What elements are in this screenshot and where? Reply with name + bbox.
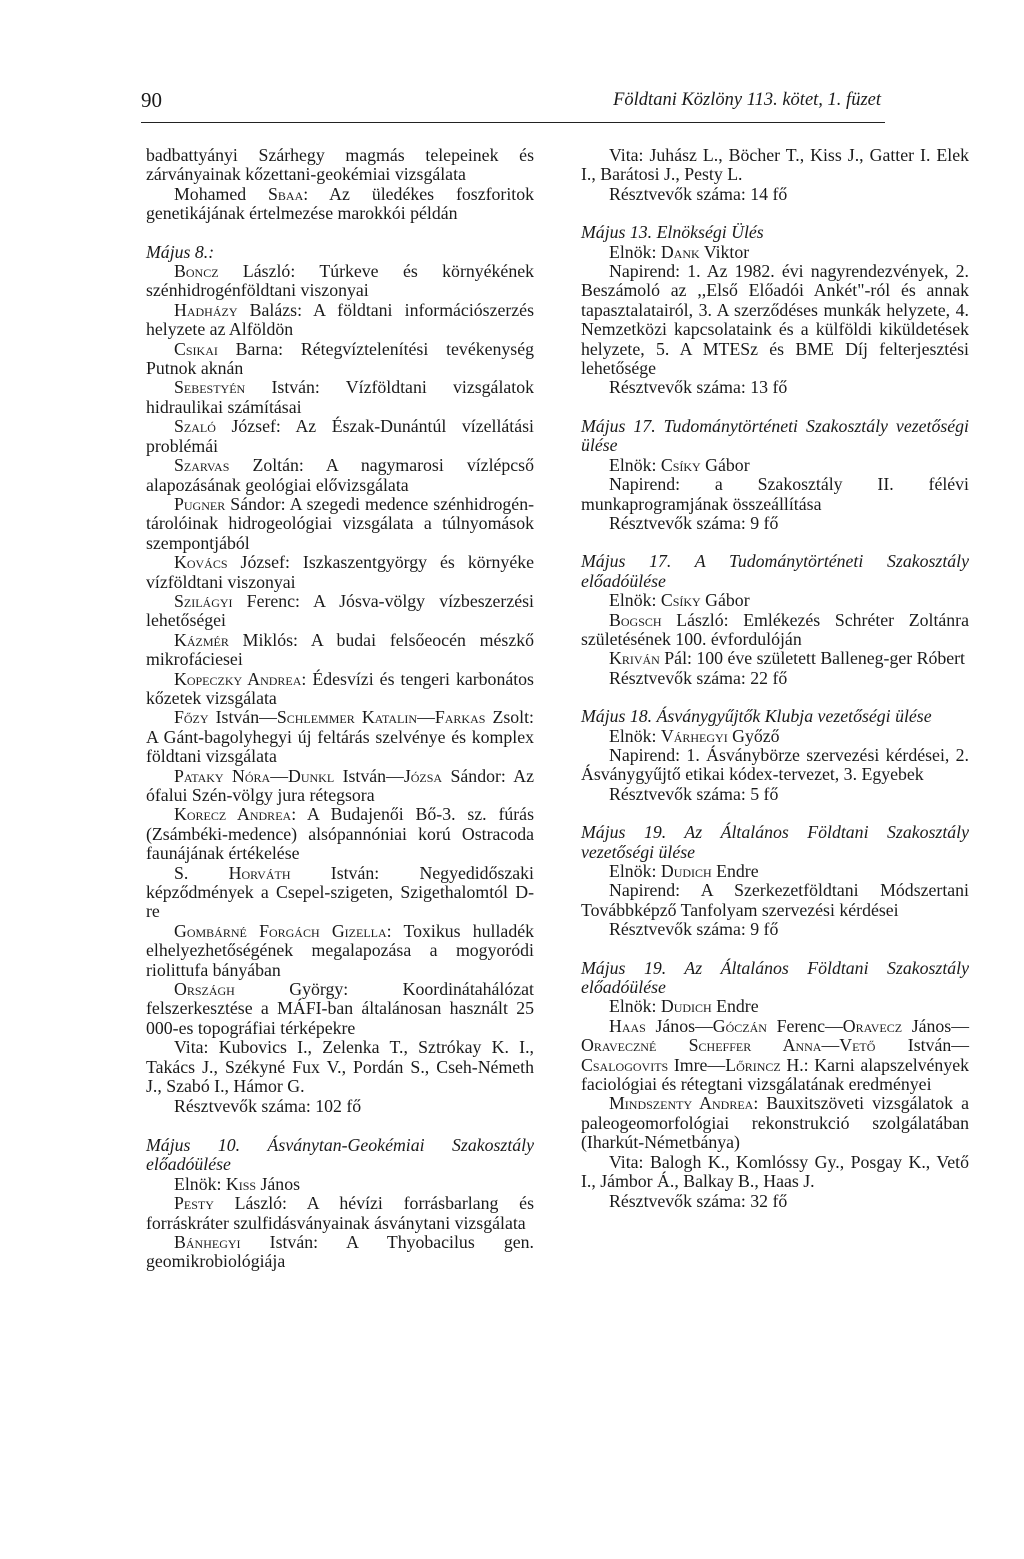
talk-entry: Korecz Andrea: A Budajenői Bő-3. sz. fúrás (Zsámbéki-medence) alsópannóniai korú Ostracoda faunájának értékelése <box>146 804 534 864</box>
talk-entry: Szarvas Zoltán: A nagymarosi vízlépcső alapozásának geológiai elővizsgálata <box>146 455 534 495</box>
author-name: Pataky Nóra <box>174 765 271 786</box>
author-name: Korecz Andrea <box>174 804 292 825</box>
agenda-line: Napirend: A Szerkezetföldtani Módszertani Továbbképző Tanfolyam szervezési kérdései <box>581 880 969 920</box>
running-header <box>141 88 885 123</box>
author-name: Kiss <box>225 1173 257 1194</box>
talk-entry: Bánhegyi István: A Thyobacilus gen. geomikrobiológiája <box>146 1231 534 1272</box>
talk-entry: Főzy István—Schlemmer Katalin—Farkas Zsolt: A Gánt-bagolyhegyi új feltárás szelvénye és komplex földtani vizsgálata <box>146 707 534 767</box>
talk-entry: Haas János—Góczán Ferenc—Oravecz János—Oraveczné Scheffer Anna—Vető István—Csalogovits Imre—Lőrincz H.: Karni alapszelvények faciológiai és rétegtani vizsgálatának eredményei <box>581 1015 970 1095</box>
author-name: Kovács <box>174 552 228 573</box>
author-name: Kriván <box>609 648 660 669</box>
talk-entry: Pugner Sándor: A szegedi medence szénhidrogén-tárolóinak hidrogeológiai vizsgálata a túlnyomások szempontjából <box>146 493 534 553</box>
agenda-line: Napirend: 1. Ásványbörze szervezési kérdései, 2. Ásványgyűjtő etikai kódex-tervezet, 3. Egyebek <box>581 744 969 785</box>
author-name: Gombárné Forgách Gizella <box>174 920 387 941</box>
author-name: Dudich <box>660 996 712 1017</box>
talk-entry: Csikai Barna: Rétegvíztelenítési tevékenység Putnok aknán <box>146 338 534 379</box>
author-name: Horváth <box>228 862 291 883</box>
session-heading: Május 8.: <box>146 241 215 262</box>
author-name: Oraveczné Scheffer Anna <box>581 1035 822 1056</box>
talk-entry: S. Horváth István: Negyedidőszaki képződmények a Csepel-szigeten, Szigethalomtól D-re <box>146 862 534 922</box>
talk-entry: Kovács József: Iszkaszentgyörgy és környéke vízföldtani viszonyai <box>146 552 534 592</box>
chair-line: Elnök: Csíky Gábor <box>609 454 750 475</box>
session-heading: Május 17. A Tudománytörténeti Szakosztály előadóülése <box>581 551 969 591</box>
talk-entry: Mohamed Sbaa: Az üledékes foszforitok genetikájának értelmezése marokkói példán <box>146 183 534 224</box>
talk-entry: Boncz László: Túrkeve és környékének szénhidrogénföldtani viszonyai <box>146 261 534 301</box>
author-name: Pugner <box>174 493 226 514</box>
author-name: Szilágyi <box>174 590 233 611</box>
author-name: Boncz <box>174 261 219 282</box>
attendance-line: Résztvevők száma: 32 fő <box>609 1190 788 1211</box>
author-name: Várhegyi <box>660 725 728 746</box>
attendance-line: Résztvevők száma: 13 fő <box>609 377 788 398</box>
session-heading: Május 10. Ásványtan-Geokémiai Szakosztály előadóülése <box>146 1134 534 1175</box>
talk-entry: Pataky Nóra—Dunkl István—Józsa Sándor: Az ófalui Szén-völgy jura rétegsora <box>146 765 535 805</box>
attendance-line: Résztvevők száma: 5 fő <box>609 783 779 804</box>
right-column <box>581 146 969 1211</box>
author-name: Lőrincz <box>725 1054 781 1075</box>
author-name: Mindszenty Andrea <box>609 1093 754 1114</box>
talk-entry: Kázmér Miklós: A budai felsőeocén mészkő mikrofáciesei <box>146 629 534 670</box>
author-name: Dudich <box>660 861 712 881</box>
talk-entry: Szaló József: Az Észak-Dunántúl vízellátási problémái <box>146 416 534 456</box>
author-name: Dunkl <box>287 765 335 786</box>
journal-title: Földtani Közlöny 113. kötet, 1. füzet <box>613 90 881 110</box>
author-name: Farkas <box>434 707 486 728</box>
attendance-line: Résztvevők száma: 22 fő <box>609 667 788 688</box>
session-heading: Május 13. Elnökségi Ülés <box>581 222 764 243</box>
talk-entry: Hadházy Balázs: A földtani információszerzés helyzete az Alföldön <box>146 299 534 340</box>
talk-entry: Sebestyén István: Vízföldtani vizsgálatok hidraulikai számításai <box>146 377 534 417</box>
author-name: Csíky <box>660 454 701 475</box>
agenda-line: Napirend: a Szakosztály II. félévi munkaprogramjának összeállítása <box>581 474 969 514</box>
left-column <box>146 146 534 1272</box>
author-name: Sbaa <box>268 183 304 204</box>
author-name: Oravecz <box>842 1015 903 1036</box>
attendance-line: Résztvevők száma: 14 fő <box>609 183 788 204</box>
chair-line: Elnök: Dudich Endre <box>609 996 759 1017</box>
author-name: Csíky <box>660 590 701 611</box>
author-name: Főzy <box>174 707 209 728</box>
author-name: Szarvas <box>174 455 230 476</box>
chair-line: Elnök: Várhegyi Győző <box>609 725 780 746</box>
author-name: Józsa <box>403 765 443 786</box>
author-name: Országh <box>174 979 235 1000</box>
author-name: Sebestyén <box>174 377 246 398</box>
author-name: Bogsch <box>609 609 662 630</box>
talk-entry: Gombárné Forgách Gizella: Toxikus hulladék elhelyezhetőségének megalapozása a mogyoródi riolittufa bányában <box>146 920 534 980</box>
session-heading: Május 19. Az Általános Földtani Szakosztály előadóülése <box>581 957 969 998</box>
session-heading: Május 19. Az Általános Földtani Szakosztály vezetőségi ülése <box>581 822 969 862</box>
talk-entry: Pesty László: A hévízi forrásbarlang és forráskráter szulfidásványainak ásványtani vizsgálata <box>146 1193 534 1233</box>
author-name: Csalogovits <box>581 1054 669 1075</box>
author-name: Haas <box>609 1015 646 1036</box>
author-name: Schlemmer Katalin <box>276 707 418 728</box>
discussion-line: Vita: Juhász L., Böcher T., Kiss J., Gatter I. Elek I., Barátosi J., Pesty L. <box>581 145 969 185</box>
attendance-line: Résztvevők száma: 9 fő <box>609 512 779 533</box>
session-heading: Május 18. Ásványgyűjtők Klubja vezetőségi ülése <box>581 706 932 727</box>
discussion-line: Vita: Balogh K., Komlóssy Gy., Posgay K., Vető I., Jámbor Á., Balkay B., Haas J. <box>581 1151 969 1192</box>
agenda-line: Napirend: 1. Az 1982. évi nagyrendezvények, 2. Beszámoló az ,,Első Előadói Ankét"-ról és annak tapasztalatairól, 3. A szerződéses munkák helyzete, 4. Nemzetközi kapcsolataink és a külföldi kiküldetések helyzete, 5. A MTESz és BME Díj felterjesztési lehetősége <box>581 261 969 379</box>
chair-line: Elnök: Csíky Gábor <box>609 590 750 611</box>
talk-entry: Országh György: Koordinátahálózat felszerkesztése a MÁFI-ban általánosan használt 25 000-es topográfiai térképekre <box>146 979 534 1038</box>
author-name: Szaló <box>174 416 216 437</box>
attendance-line: Résztvevők száma: 9 fő <box>609 919 779 940</box>
chair-line: Elnök: Kiss János <box>174 1173 301 1194</box>
author-name: Hadházy <box>174 299 238 320</box>
attendance-line: Résztvevők száma: 102 fő <box>174 1095 362 1116</box>
author-name: Góczán <box>712 1015 767 1036</box>
author-name: Csikai <box>174 338 218 359</box>
talk-entry: Mindszenty Andrea: Bauxitszöveti vizsgálatok a paleogeomorfológiai rekonstrukció szolgálatában (Iharkút-Németbánya) <box>581 1093 969 1153</box>
author-name: Dank <box>660 241 700 262</box>
author-name: Vető <box>839 1035 876 1056</box>
talk-entry: Kriván Pál: 100 éve született Balleneg-ger Róbert <box>609 648 965 669</box>
talk-entry: Bogsch László: Emlékezés Schréter Zoltánra születésének 100. évfordulóján <box>581 609 969 649</box>
discussion-line: Vita: Kubovics I., Zelenka T., Sztrókay K. I., Takács J., Székyné Fux V., Pordán S., Cseh-Németh J., Szabó I., Hámor G. <box>146 1037 534 1097</box>
chair-line: Elnök: Dank Viktor <box>609 241 750 262</box>
session-heading: Május 17. Tudománytörténeti Szakosztály vezetőségi ülése <box>581 415 969 456</box>
author-name: Kopeczky Andrea <box>174 668 302 689</box>
entry-text: badbattyányi Szárhegy magmás telepeinek és zárványainak kőzettani-geokémiai vizsgálata <box>146 145 534 185</box>
page-number: 90 <box>141 88 162 112</box>
talk-entry: Szilágyi Ferenc: A Jósva-völgy vízbeszerzési lehetőségei <box>146 590 534 631</box>
author-name: Bánhegyi <box>174 1231 241 1252</box>
chair-line: Elnök: Dudich Endre <box>609 861 759 881</box>
talk-entry: Kopeczky Andrea: Édesvízi és tengeri karbonátos kőzetek vizsgálata <box>146 668 534 708</box>
author-name: Pesty <box>174 1193 214 1214</box>
author-name: Kázmér <box>174 629 229 650</box>
